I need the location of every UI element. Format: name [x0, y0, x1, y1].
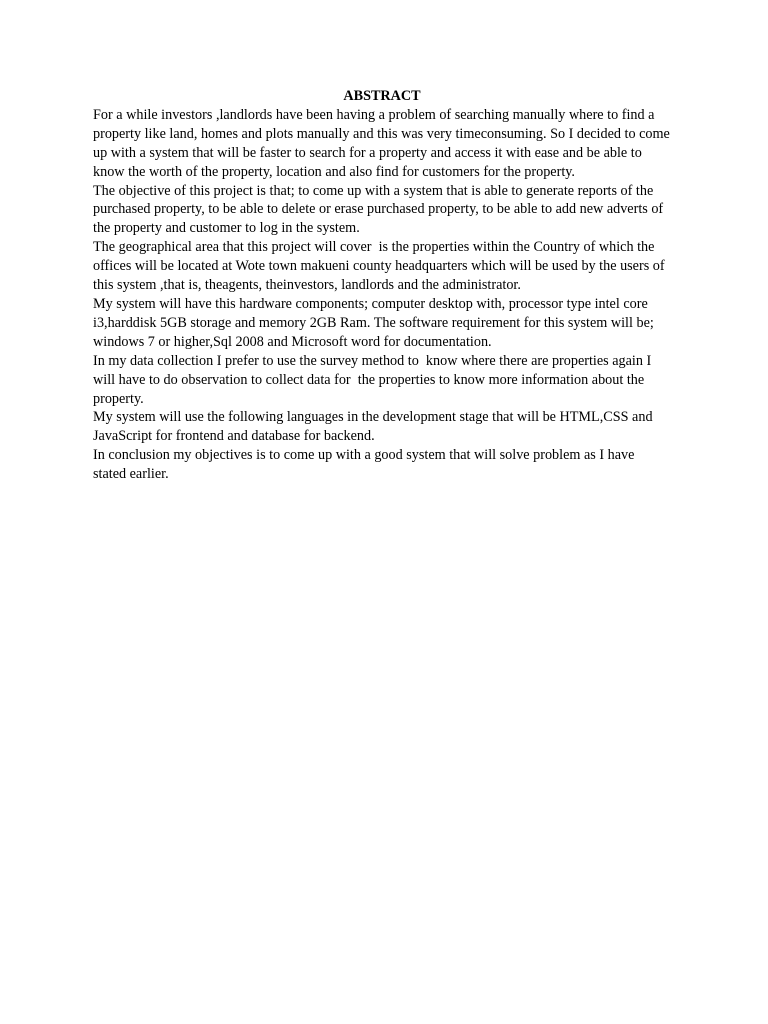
- paragraph-data-collection: In my data collection I prefer to use the survey method to know where there are properties again I will have to do observation to collect data for the properties to know more information about the property.: [93, 352, 655, 407]
- paragraph-hardware-software: My system will have this hardware components; computer desktop with, processor type intel core i3,harddisk 5GB storage and memory 2GB Ram. The software requirement for this system will be; windows 7 or higher,Sql 2008 and Microsoft word for documentation.: [93, 295, 658, 350]
- abstract-title: ABSTRACT: [343, 88, 421, 104]
- abstract-section: [93, 87, 674, 484]
- paragraph-intro: For a while investors ,landlords have been having a problem of searching manually where to find a property like land, homes and plots manually and this was very timeconsuming. So I decided to come up with a system that will be faster to search for a property and access it with ease and be able to know the worth of the property, location and also find for customers for the property.: [93, 106, 674, 180]
- paragraph-geographical-area: The geographical area that this project will cover is the properties within the Country of which the offices will be located at Wote town makueni county headquarters which will be used by the users of this system ,that is, theagents, theinvestors, landlords and the administrator.: [93, 239, 669, 294]
- paragraph-objective: The objective of this project is that; to come up with a system that is able to generate reports of the purchased property, to be able to delete or erase purchased property, to be able to add new adverts of the property and customer to log in the system.: [93, 182, 667, 237]
- paragraph-languages: My system will use the following languages in the development stage that will be HTML,CSS and JavaScript for frontend and database for backend.: [93, 409, 657, 445]
- paragraph-conclusion: In conclusion my objectives is to come up with a good system that will solve problem as I have stated earlier.: [93, 447, 638, 483]
